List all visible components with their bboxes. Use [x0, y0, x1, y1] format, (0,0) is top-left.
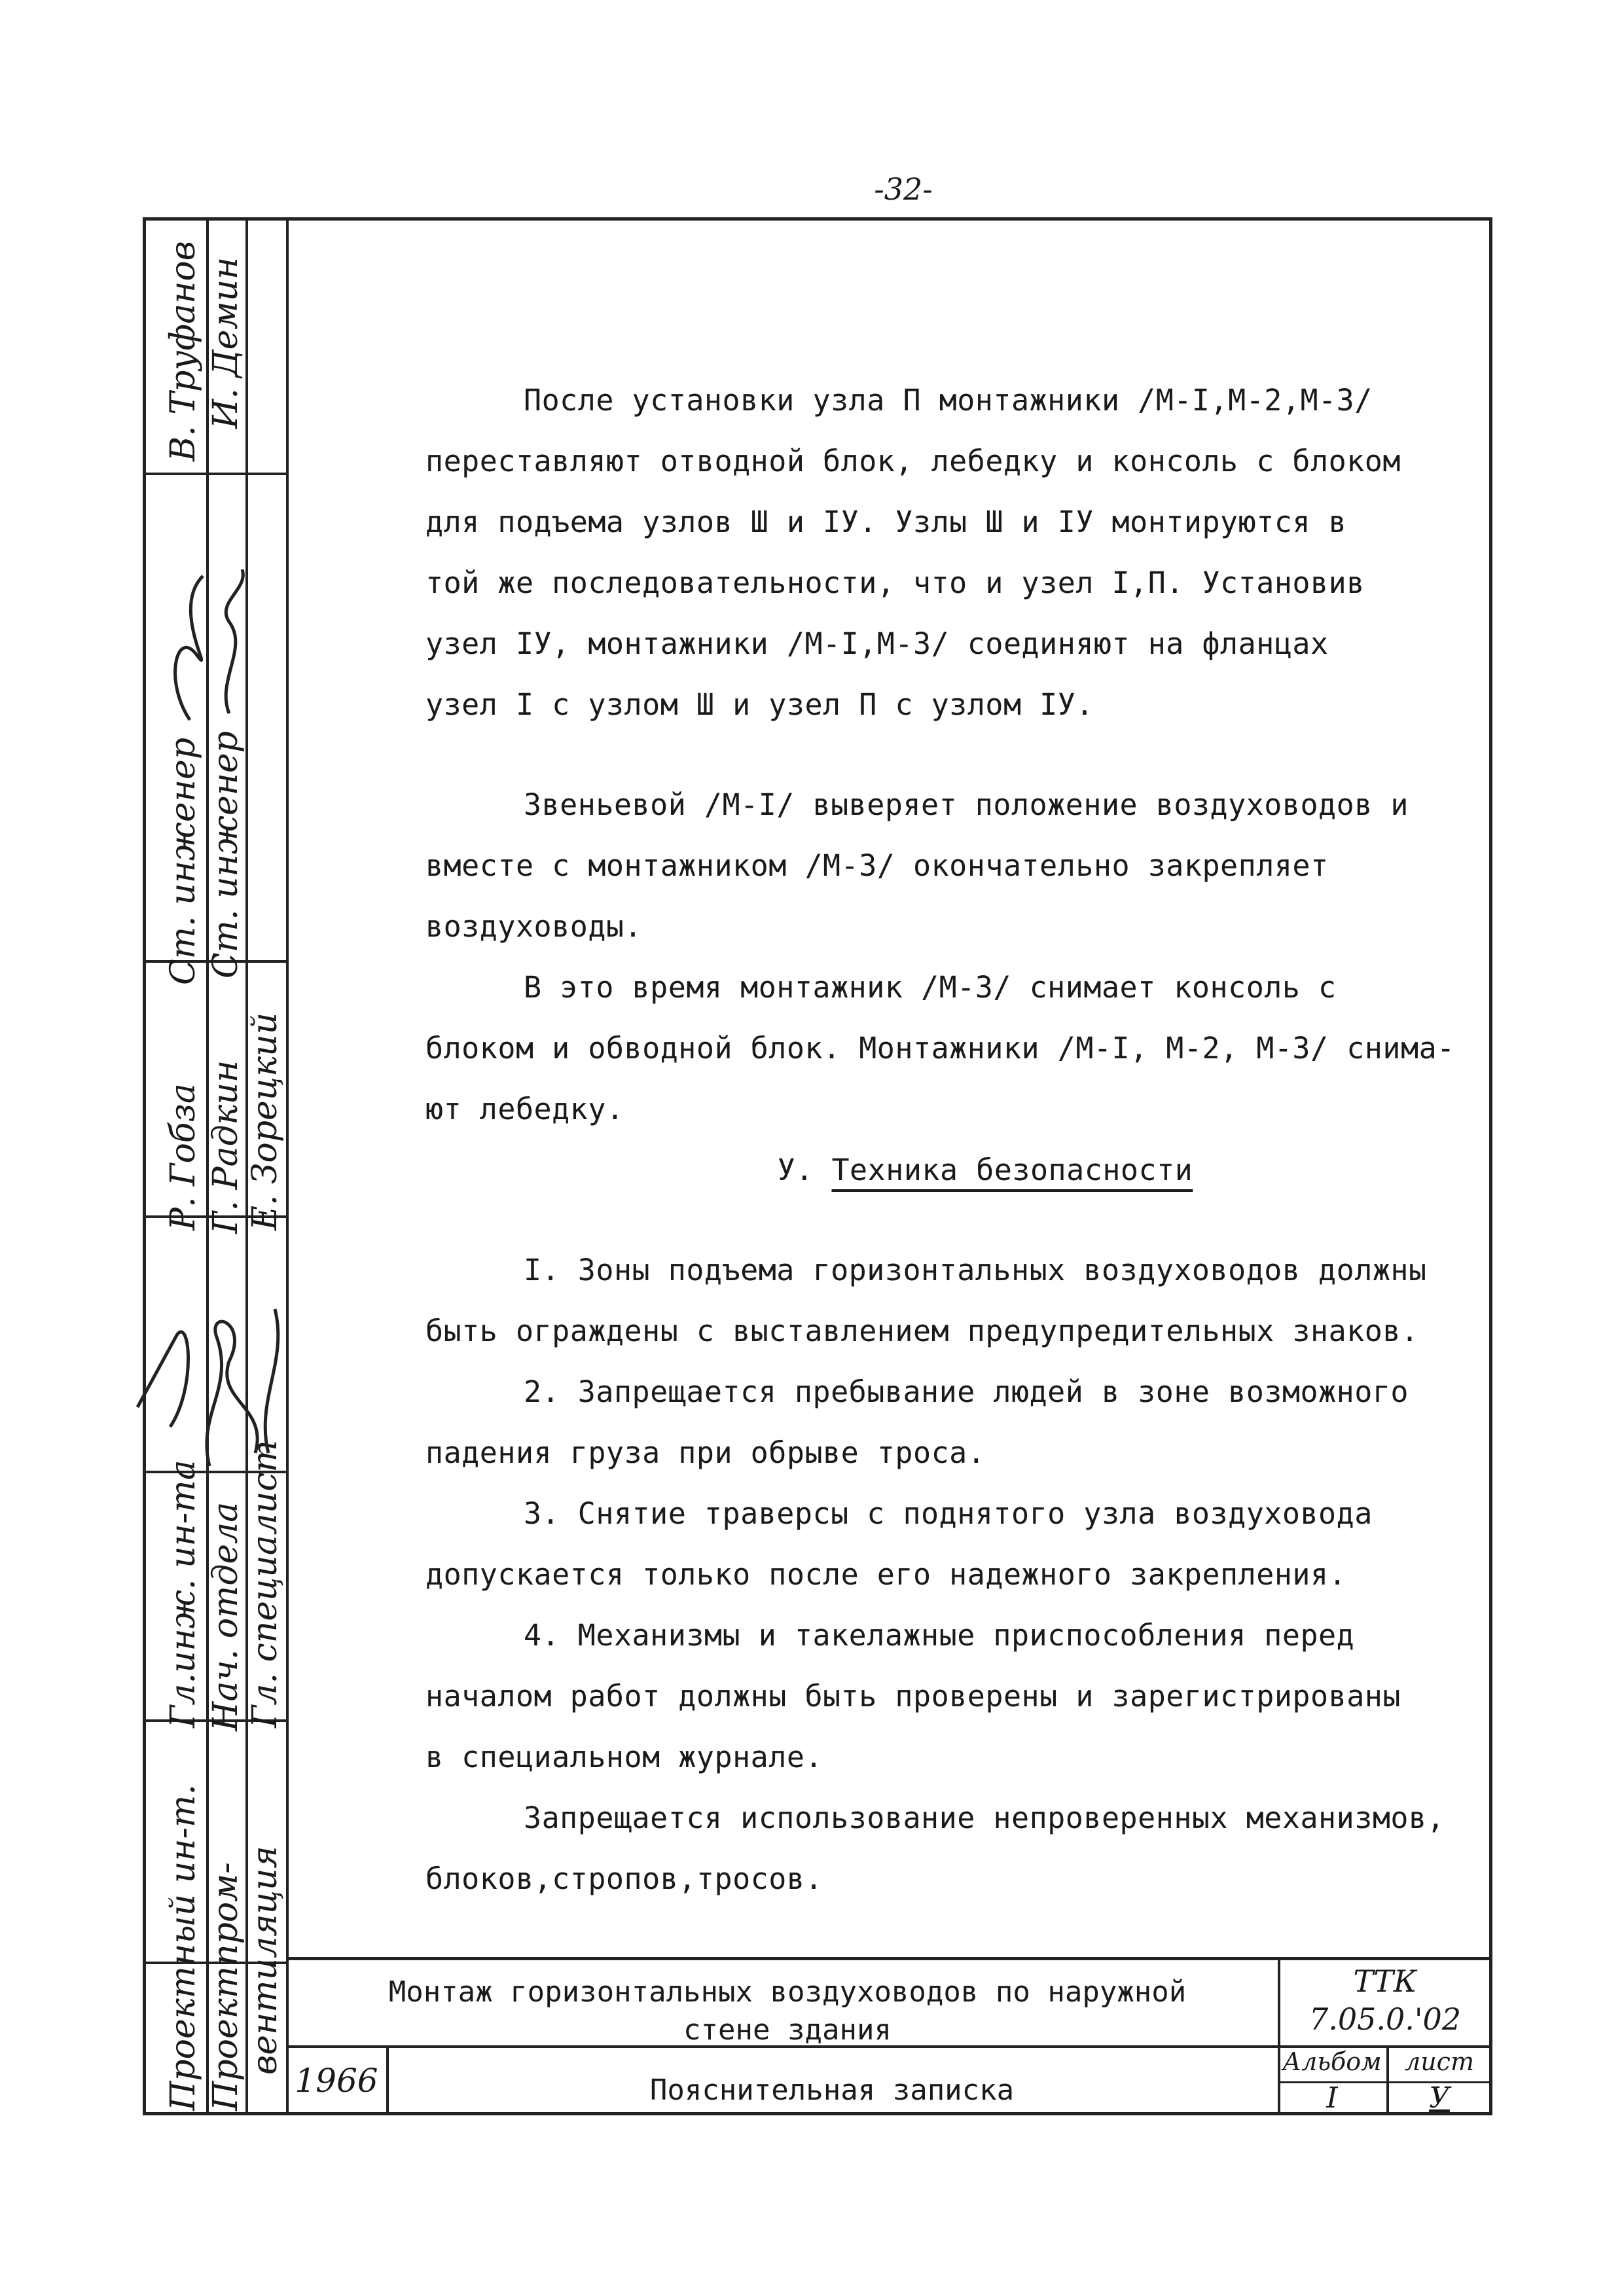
paragraph-line: В это время монтажник /М-3/ снимает консоль с: [524, 970, 1337, 1005]
stamp-name-zoretsky: Е. Зорецкий: [245, 1012, 285, 1230]
document-body: [425, 370, 1479, 1909]
paragraph-line: воздуховоды.: [425, 909, 643, 944]
title-block: [287, 1957, 1492, 2115]
stamp-role-head-department: Нач. отдела: [206, 1501, 245, 1731]
paragraph-line: для подъема узлов Ш и IУ. Узлы Ш и IУ монтируются в: [425, 505, 1347, 539]
code-label: ТТК: [1353, 1964, 1417, 1999]
section-heading: [425, 1139, 1479, 1200]
album-value: I: [1326, 2081, 1338, 2115]
stamp-role-senior-engineer: Ст. инженер: [164, 737, 203, 985]
paragraph-line: узел IУ, монтажники /М-I,М-3/ соединяют на фланцах: [425, 626, 1329, 661]
list-item: 2. Запрещается пребывание людей в зоне возможного: [524, 1374, 1409, 1409]
paragraph-line: ют лебедку.: [425, 1092, 624, 1126]
stamp-name-radkin: Г. Радкин: [206, 1060, 245, 1234]
document-description: Монтаж горизонтальных воздуховодов по наружной: [388, 1975, 1187, 2009]
paragraph-line: После установки узла П монтажники /М-I,М-2,М-3/: [524, 383, 1373, 418]
list-item: 3. Снятие траверсы с поднятого узла воздуховода: [524, 1496, 1373, 1531]
paragraph-line: блоком и обводной блок. Монтажники /М-I, М-2, М-3/ снима-: [425, 1031, 1455, 1066]
paragraph-line: узел I с узлом Ш и узел П с узлом IУ.: [425, 687, 1094, 722]
code-value: 7.05.0.'02: [1308, 2001, 1462, 2037]
signature-icon: [151, 550, 281, 746]
stamp-org-line2: Проектпром-: [206, 1862, 245, 2111]
sheet-label: лист: [1405, 2047, 1474, 2076]
document-name: Пояснительная записка: [649, 2073, 1015, 2107]
stamp-role-chief-engineer: Гл.инж. ин-та: [164, 1460, 203, 1728]
list-item: Запрещается использование непроверенных механизмов,: [524, 1801, 1445, 1835]
list-item: I. Зоны подъема горизонтальных воздуховодов должны: [524, 1253, 1427, 1287]
signature-icon: [118, 1257, 301, 1492]
page-number: -32-: [874, 171, 933, 207]
stamp-role-senior-engineer-2: Ст. инженер: [206, 730, 245, 978]
document-description-2: стене здания: [683, 2013, 892, 2045]
year: 1966: [295, 2062, 378, 2100]
list-item: 4. Механизмы и такелажные приспособления перед: [524, 1618, 1355, 1653]
section-number: У.: [777, 1153, 814, 1187]
stamp-divider: [286, 221, 289, 2112]
section-title: Техника безопасности: [831, 1153, 1193, 1187]
stamp-row-line: [146, 473, 289, 475]
album-label: Альбом: [1282, 2047, 1382, 2076]
list-item: допускается только после его надежного закрепления.: [425, 1557, 1347, 1592]
stamp-name-gobza: Р. Гобза: [164, 1083, 203, 1230]
list-item: началом работ должны быть проверены и зарегистрированы: [425, 1679, 1401, 1713]
list-item: быть ограждены с выставлением предупредительных знаков.: [425, 1314, 1419, 1348]
paragraph-line: той же последовательности, что и узел I,П. Установив: [425, 565, 1365, 600]
stamp-name-trufanov: В. Труфанов: [164, 241, 203, 461]
stamp-name-demin: И. Демин: [206, 257, 245, 429]
stamp-org-line1: Проектный ин-т.: [164, 1784, 203, 2111]
stamp-org-line3: вентиляция: [245, 1846, 285, 2075]
sheet-value: У: [1429, 2081, 1450, 2115]
list-item: в специальном журнале.: [425, 1740, 823, 1774]
list-item: падения груза при обрыве троса.: [425, 1435, 986, 1470]
paragraph-line: переставляют отводной блок, лебедку и консоль с блоком: [425, 444, 1401, 478]
paragraph-line: вместе с монтажником /М-3/ окончательно закрепляет: [425, 848, 1329, 883]
stamp-role-chief-specialist: Гл. специалист: [245, 1440, 285, 1728]
paragraph-line: Звеньевой /М-I/ выверяет положение воздуховодов и: [524, 787, 1409, 822]
list-item: блоков,стропов,тросов.: [425, 1861, 823, 1896]
